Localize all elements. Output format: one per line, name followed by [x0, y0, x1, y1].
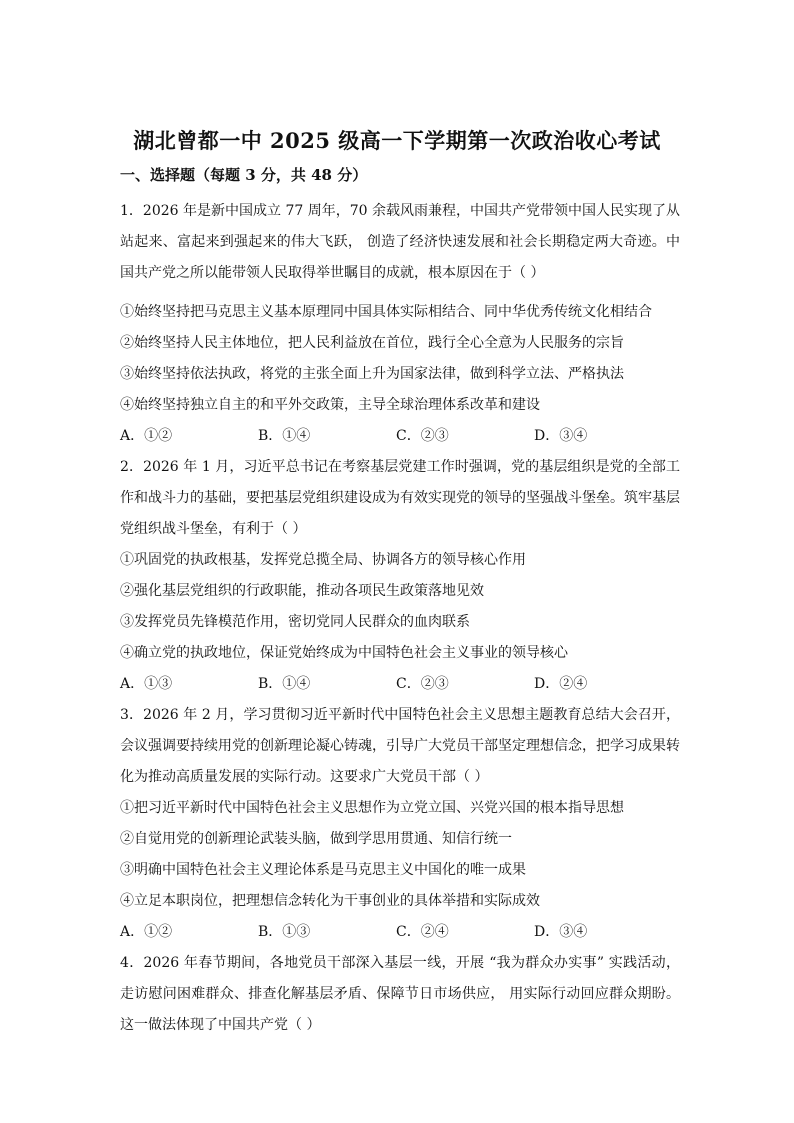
question-stem: 3．2026 年 2 月，学习贯彻习近平新时代中国特色社会主义思想主题教育总结大会召开，会议强调要持续用党的创新理论凝心铸魂，引导广大党员干部坚定理想信念，把学习成果转化为推动高质量发展的实际行动。这要求广大党员干部（ ） — [120, 707, 680, 785]
statement-option: ②强化基层党组织的行政职能，推动各项民生政策落地见效 — [120, 583, 484, 599]
statement-option: ②始终坚持人民主体地位，把人民利益放在首位，践行全心全意为人民服务的宗旨 — [120, 335, 624, 351]
question-stem: 4．2026 年春节期间，各地党员干部深入基层一线，开展 “我为群众办实事” 实践活动，走访慰问困难群众、排查化解基层矛盾、保障节日市场供应， 用实际行动回应群众期盼。这一做法体现了中国共产党（ ） — [120, 955, 680, 1033]
question-2 — [120, 452, 680, 700]
statement-option: ①巩固党的执政根基，发挥党总揽全局、协调各方的领导核心作用 — [120, 552, 526, 568]
choice-c: C．②③ — [396, 428, 449, 444]
answer-choices — [120, 669, 680, 700]
choice-b: B．①③ — [258, 924, 311, 940]
choice-d: D．②④ — [534, 676, 588, 692]
answer-choices — [120, 917, 680, 948]
statement-option: ④始终坚持独立自主的和平外交政策，主导全球治理体系改革和建设 — [120, 397, 540, 413]
statement-option: ②自觉用党的创新理论武装头脑，做到学思用贯通、知信行统一 — [120, 831, 512, 847]
choice-a: A．①② — [120, 428, 173, 444]
statement-option: ③明确中国特色社会主义理论体系是马克思主义中国化的唯一成果 — [120, 862, 526, 878]
question-list — [120, 196, 680, 1041]
statement-option: ①始终坚持把马克思主义基本原理同中国具体实际相结合、同中华优秀传统文化相结合 — [120, 304, 652, 320]
section-heading: 一、选择题（每题 3 分，共 48 分） — [120, 166, 368, 184]
question-3 — [120, 700, 680, 948]
question-4 — [120, 948, 680, 1041]
statement-option: ③发挥党员先锋模范作用，密切党同人民群众的血肉联系 — [120, 614, 470, 630]
choice-a: A．①③ — [120, 676, 173, 692]
choice-c: C．②③ — [396, 676, 449, 692]
question-stem: 2．2026 年 1 月，习近平总书记在考察基层党建工作时强调，党的基层组织是党的全部工作和战斗力的基础，要把基层党组织建设成为有效实现党的领导的坚强战斗堡垒。筑牢基层党组织战斗堡垒，有利于（ ） — [120, 459, 680, 537]
exam-title: 湖北曾都一中 2025 级高一下学期第一次政治收心考试 — [133, 128, 661, 153]
choice-b: B．①④ — [258, 428, 311, 444]
choice-c: C．②④ — [396, 924, 449, 940]
choice-a: A．①② — [120, 924, 173, 940]
question-stem: 1．2026 年是新中国成立 77 周年，70 余载风雨兼程，中国共产党带领中国人民实现了从站起来、富起来到强起来的伟大飞跃， 创造了经济快速发展和社会长期稳定两大奇迹。中国共产党之所以能带领人民取得举世瞩目的成就，根本原因在于（ ） — [120, 203, 680, 281]
choice-b: B．①④ — [258, 676, 311, 692]
statement-option: ③始终坚持依法执政，将党的主张全面上升为国家法律，做到科学立法、严格执法 — [120, 366, 624, 382]
choice-d: D．③④ — [534, 428, 588, 444]
statement-option: ④确立党的执政地位，保证党始终成为中国特色社会主义事业的领导核心 — [120, 645, 568, 661]
question-1 — [120, 196, 680, 452]
statement-option: ④立足本职岗位，把理想信念转化为干事创业的具体举措和实际成效 — [120, 893, 540, 909]
choice-d: D．③④ — [534, 924, 588, 940]
statement-option: ①把习近平新时代中国特色社会主义思想作为立党立国、兴党兴国的根本指导思想 — [120, 800, 624, 816]
answer-choices — [120, 421, 680, 452]
